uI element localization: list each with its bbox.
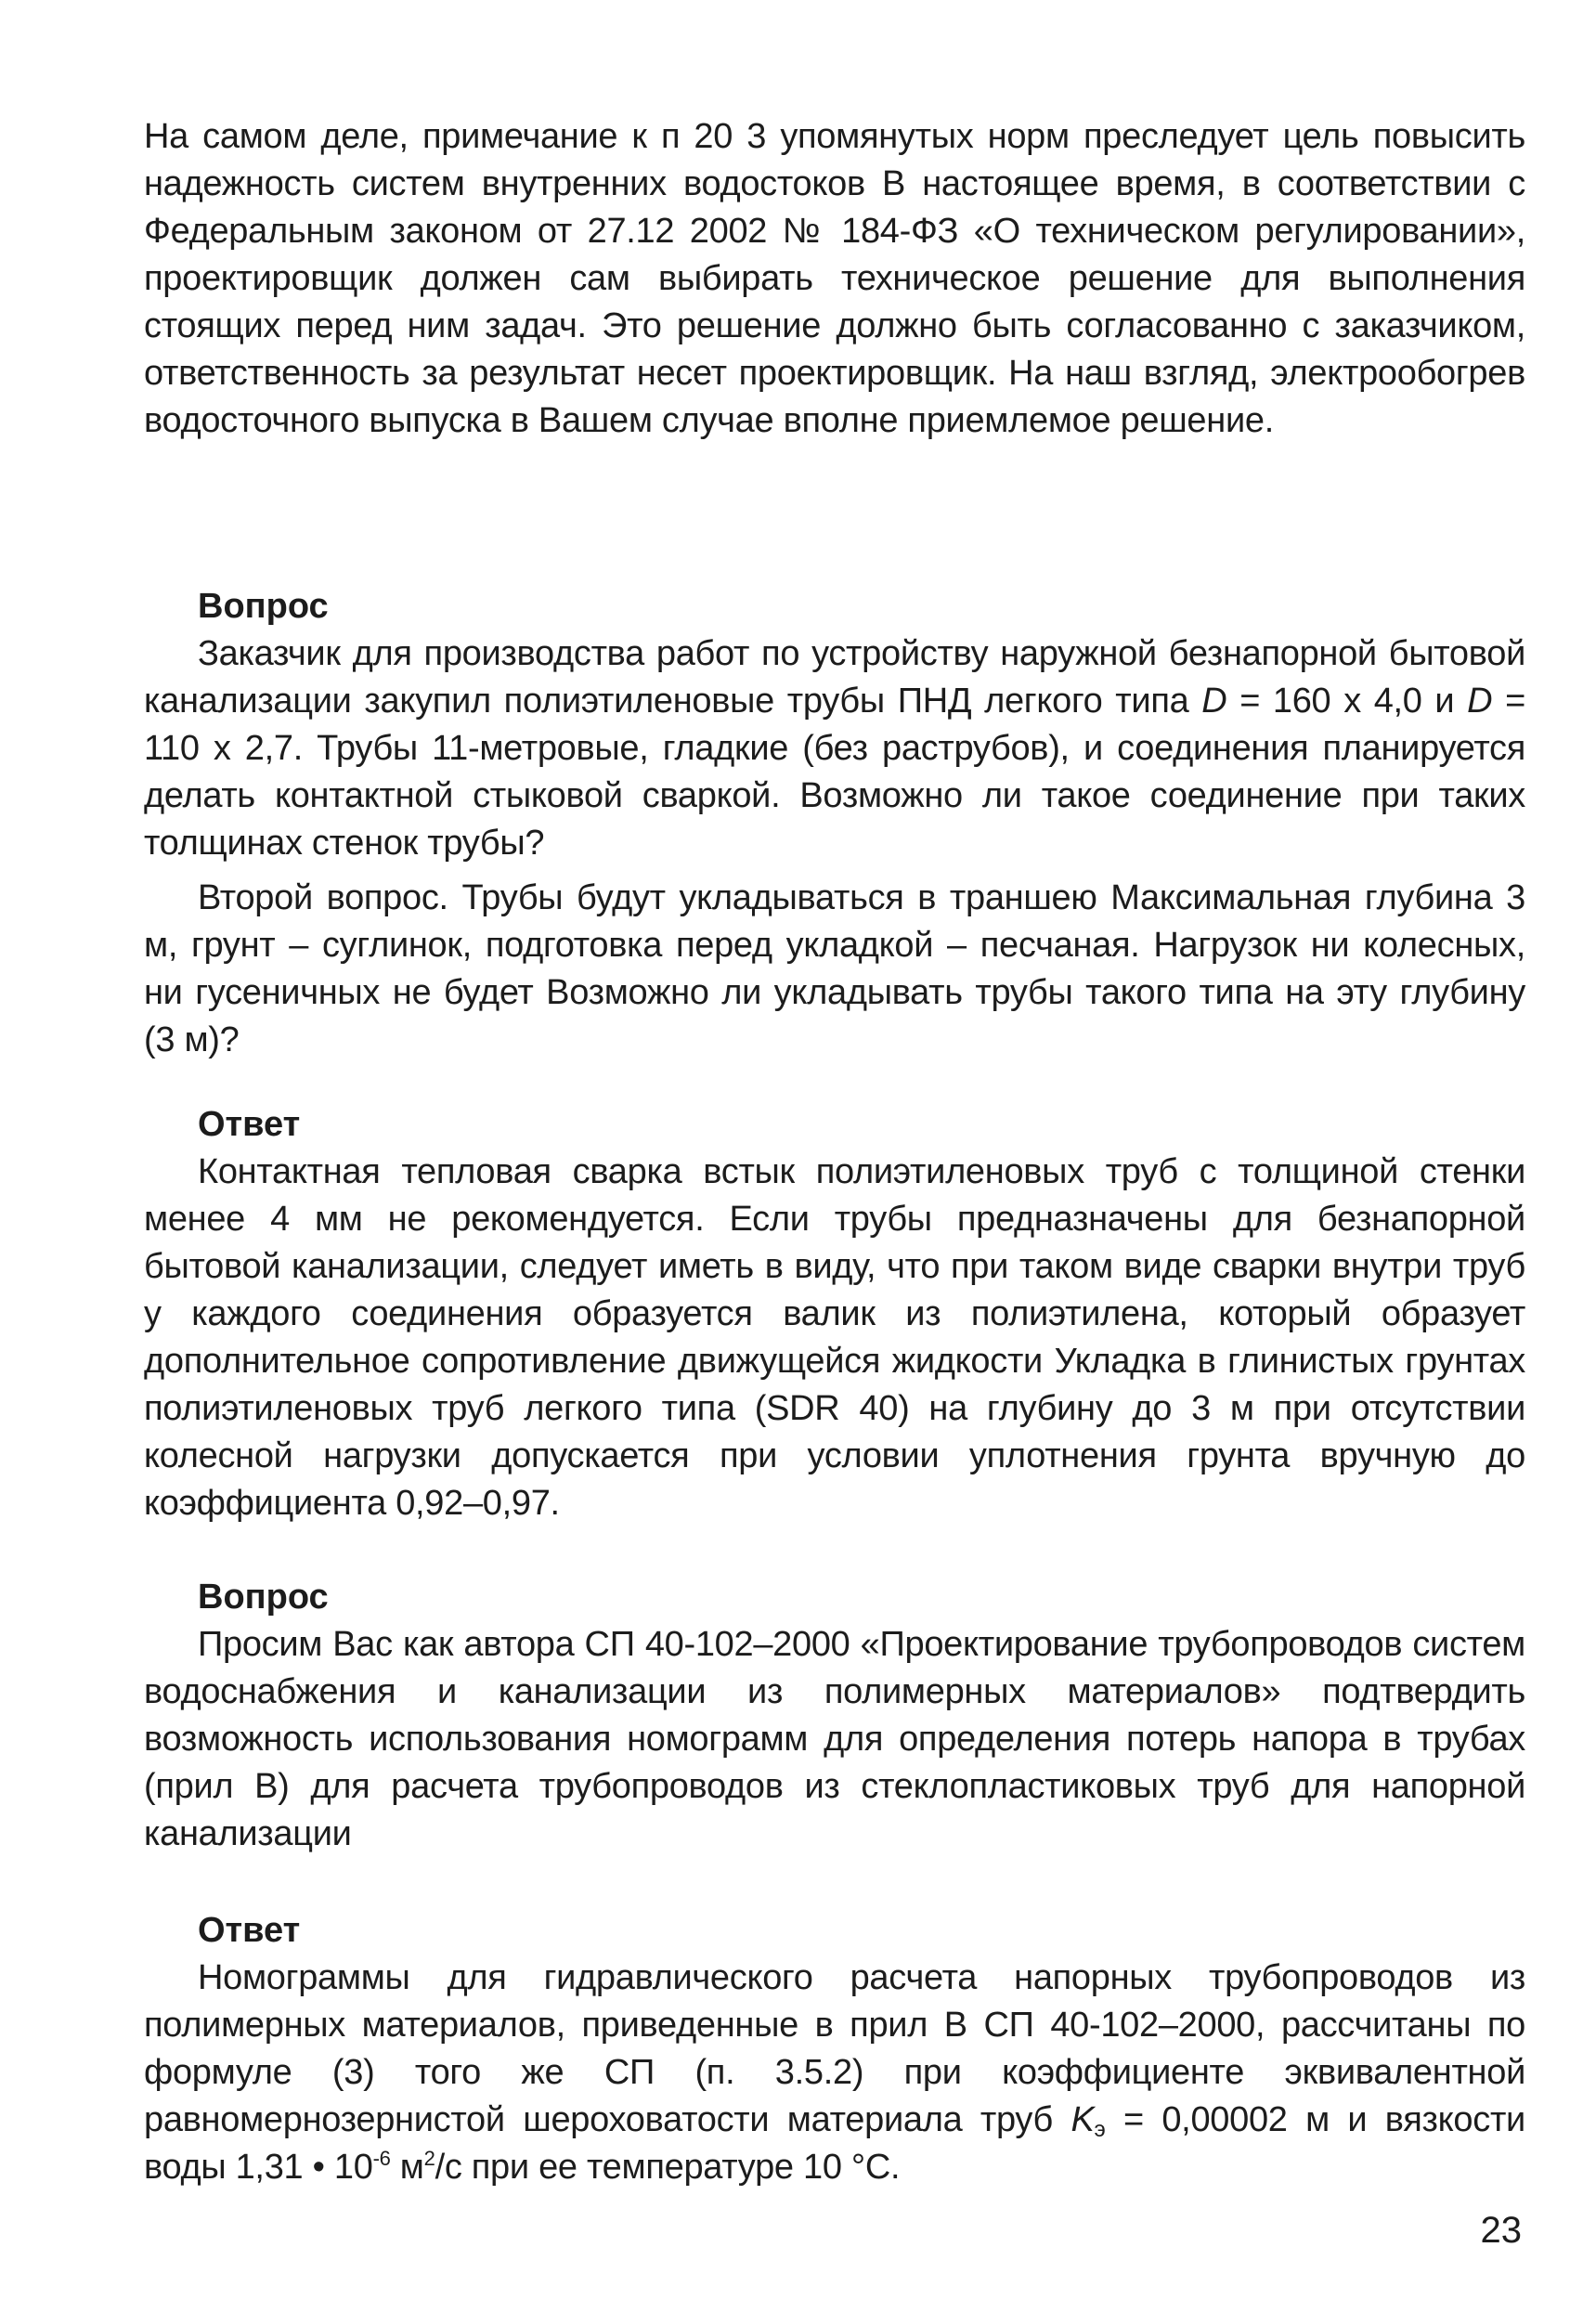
intro-block xyxy=(144,113,1525,445)
intro-paragraph: На самом деле, примечание к п 20 3 упомянутых норм преследует цель повысить надежность систем внутренних водостоков В настоящее время, в соответствии с Федеральным законом от 27.12 2002 № 184-ФЗ «О техническом регулировании», проектировщик должен сам выбирать техническое решение для выполнения стоящих перед ним задач. Это решение должно быть согласованно с заказчиком, ответственность за результат несет проектировщик. На наш взгляд, электрообогрев водосточного выпуска в Вашем случае вполне приемлемое решение. xyxy=(144,117,1525,440)
question-text-part: Заказчик для производства работ по устройству наружной безнапорной бытовой канализации закупил полиэтиленовые трубы ПНД легкого типа xyxy=(144,634,1525,721)
answer-heading: Ответ xyxy=(198,1911,301,1950)
roughness-subscript: э xyxy=(1094,2117,1106,2142)
question-heading: Вопрос xyxy=(198,1578,329,1617)
diameter-symbol: D xyxy=(1467,682,1493,721)
answer-text-part: = 0,00002 м и вязкости воды 1,31 • 10 xyxy=(144,2100,1525,2187)
second-question-paragraph: Второй вопрос. Трубы будут укладываться в траншею Максимальная глубина 3 м, грунт – суглинок, подготовка перед укладкой – песчаная. Нагрузок ни колесных, ни гусеничных не будет Возможно ли укладывать трубы такого типа на эту глубину (3 м)? xyxy=(144,878,1525,1059)
answer-heading: Ответ xyxy=(198,1105,301,1144)
question-text-part: = 160 x 4,0 и xyxy=(1226,682,1468,721)
square-exponent: 2 xyxy=(423,2147,435,2170)
section-1-question xyxy=(144,583,1525,1064)
diameter-symbol: D xyxy=(1201,682,1227,721)
section-2-answer xyxy=(144,1907,1525,2191)
exponent: -6 xyxy=(372,2147,391,2170)
section-2-question xyxy=(144,1574,1525,1858)
page-number: 23 xyxy=(1480,2210,1522,2251)
section-1-answer xyxy=(144,1101,1525,1527)
question-heading: Вопрос xyxy=(198,587,329,626)
question-paragraph xyxy=(144,630,1525,867)
answer-text-part: м xyxy=(390,2148,424,2187)
answer-paragraph: Контактная тепловая сварка встык полиэтиленовых труб с толщиной стенки менее 4 мм не рекомендуется. Если трубы предназначены для безнапорной бытовой канализации, следует иметь в виду, что при таком виде сварки внутри труб у каждого соединения образуется валик из полиэтилена, который образует дополнительное сопротивление движущейся жидкости Укладка в глинистых грунтах полиэтиленовых труб легкого типа (SDR 40) на глубину до 3 м при отсутствии колесной нагрузки допускается при условии уплотнения грунта вручную до коэффициента 0,92–0,97. xyxy=(144,1152,1525,1523)
answer-text-part: Номограммы для гидравлического расчета напорных трубопроводов из полимерных материалов, приведенные в прил В СП 40-102–2000, рассчитаны по формуле (3) того же СП (п. 3.5.2) при коэффициенте эквивалентной равномернозернистой шероховатости материала труб xyxy=(144,1958,1525,2139)
question-text-part: = 110 x 2,7. Трубы 11-метровые, гладкие (без раструбов), и соединения планируется делать контактной стыковой сваркой. Возможно ли такое соединение при таких толщинах стенок трубы? xyxy=(144,682,1525,863)
question-paragraph: Просим Вас как автора СП 40-102–2000 «Проектирование трубопроводов систем водоснабжения и канализации из полимерных материалов» подтвердить возможность использования номограмм для определения потерь напора в трубах (прил В) для расчета трубопроводов из стеклопластиковых труб для напорной канализации xyxy=(144,1625,1525,1853)
roughness-symbol: K xyxy=(1070,2100,1095,2139)
answer-paragraph xyxy=(144,1955,1525,2191)
answer-text-part: /с при ее температуре 10 °С. xyxy=(435,2148,901,2187)
